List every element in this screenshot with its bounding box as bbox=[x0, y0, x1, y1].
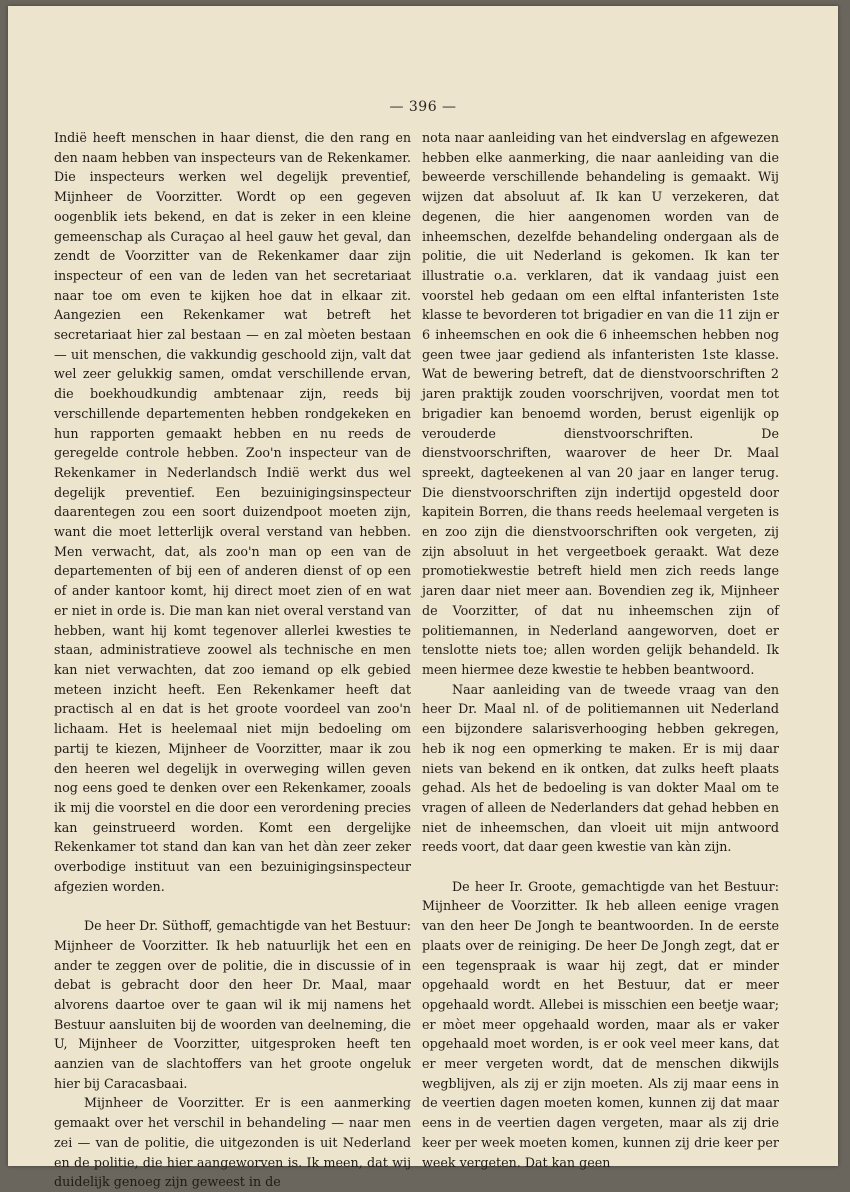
paragraph: Mijnheer de Voorzitter. Er is een aanmerking gemaakt over het verschil in behandeling — naar men zei — van de politie, die uitgezonden is uit Nederland en de politie, die hier aangeworven is. Ik meen, dat wij duidelijk genoeg zijn geweest in de bbox=[54, 1095, 411, 1190]
paragraph: nota naar aanleiding van het eindverslag en afgewezen hebben elke aanmerking, die naar aanleiding van die beweerde verschillende behandeling is gemaakt. Wij wijzen dat absoluut af. Ik kan U verzekeren, dat degenen, die hier aangenomen worden van de inheemschen, dezelfde behandeling ondergaan als de politie, die uit Nederland is gekomen. Ik kan ter illustratie o.a. verklaren, dat ik vandaag juist een voorstel heb gedaan om een elftal infanteristen 1ste klasse te bevorderen tot brigadier en van die 11 zijn er 6 inheemschen en ook die 6 inheemschen hebben nog geen twee jaar gediend als infanteristen 1ste klasse. Wat de bewering betreft, dat de dienstvoorschriften 2 jaren praktijk zouden voorschrijven, voordat men tot brigadier kan benoemd worden, berust eigenlijk op verouderde dienstvoorschriften. De dienstvoorschriften, waarover de heer Dr. Maal spreekt, dagteekenen al van 20 jaar en langer terug. Die dienstvoorschriften zijn indertijd opgesteld door kapitein Borren, die thans reeds heelemaal vergeten is en zoo zijn die dienstvoorschriften ook vergeten, zij zijn absoluut in het vergeetboek geraakt. Wat deze promotiekwestie betreft hield men zich reeds lange jaren daar niet meer aan. Bovendien zeg ik, Mijnheer de Voorzitter, of dat nu inheemschen zijn of politiemannen, in Nederland aangeworven, doet er tenslotte niets toe; allen worden gelijk behandeld. Ik meen hiermee deze kwestie te hebben beantwoord. bbox=[422, 130, 779, 677]
page-number: — 396 — bbox=[389, 99, 457, 115]
document-page bbox=[8, 6, 838, 1190]
right-column bbox=[422, 128, 779, 1172]
paragraph: Indië heeft menschen in haar dienst, die den rang en den naam hebben van inspecteurs van de Rekenkamer. Die inspecteurs werken wel degelijk preventief, Mijnheer de Voorzitter. Wordt op een gegeven oogenblik iets bekend, en dat is zeker in een kleine gemeenschap als Curaçao al heel gauw het geval, dan zendt de Voorzitter van de Rekenkamer daar zijn inspecteur of een van de leden van het secretariaat naar toe om even te kijken hoe dat in elkaar zit. Aangezien een Rekenkamer wat betreft het secretariaat hier zal bestaan — en zal mòeten bestaan — uit menschen, die vakkundig geschoold zijn, valt dat wel zeer gelukkig samen, omdat verschillende ervan, die boekhoudkundig ambtenaar zijn, reeds bij verschillende departementen hebben rondgekeken en hun rapporten gemaakt hebben en nu reeds de geregelde controle hebben. Zoo'n inspecteur van de Rekenkamer in Nederlandsch Indië werkt dus wel degelijk preventief. Een bezuinigingsinspecteur daarentegen zou een soort duizendpoot moeten zijn, want die moet letterlijk overal verstand van hebben. Men verwacht, dat, als zoo'n man op een van de departementen of bij een of anderen dienst of op een of ander kantoor komt, hij direct moet zien of en wat er niet in orde is. Die man kan niet overal verstand van hebben, want hij komt tegenover allerlei kwesties te staan, administratieve zoowel als technische en men kan niet verwachten, dat zoo iemand op elk gebied meteen inzicht heeft. Een Rekenkamer heeft dat practisch al en dat is het groote voordeel van zoo'n lichaam. Het is heelemaal niet mijn bedoeling om partij te kiezen, Mijnheer de Voorzitter, maar ik zou den heeren wel degelijk in overweging willen geven nog eens goed te denken over een Rekenkamer, zooals ik mij die voorstel en die door een verordening precies kan geinstrueerd worden. Komt een dergelijke Rekenkamer tot stand dan kan van het dàn zeer zeker overbodige instituut van een bezuinigingsinspecteur afgezien worden. bbox=[54, 130, 411, 894]
paragraph: De heer Dr. Süthoff, gemachtigde van het Bestuur: Mijnheer de Voorzitter. Ik heb natuurlijk het een en ander te zeggen over de politie, die in discussie of in debat is gebracht door den heer Dr. Maal, maar alvorens daartoe over te gaan wil ik mij namens het Bestuur aansluiten bij de woorden van deelneming, die U, Mijnheer de Voorzitter, uitgesproken heeft ten aanzien van de slachtoffers van het groote ongeluk hier bij Caracasbaai. bbox=[54, 918, 411, 1091]
paragraph: Naar aanleiding van de tweede vraag van den heer Dr. Maal nl. of de politiemannen uit Nederland een bijzondere salarisverhooging hebben gekregen, heb ik nog een opmerking te maken. Er is mij daar niets van bekend en ik ontken, dat zulks heeft plaats gehad. Als het de bedoeling is van dokter Maal om te vragen of alleen de Nederlanders dat gehad hebben en niet de inheemschen, dan vloeit uit mijn antwoord reeds voort, dat daar geen kwestie van kàn zijn. bbox=[422, 681, 779, 855]
left-column bbox=[54, 128, 411, 1192]
paragraph: De heer Ir. Groote, gemachtigde van het Bestuur: Mijnheer de Voorzitter. Ik heb alleen eenige vragen van den heer De Jongh te beantwoorden. In de eerste plaats over de reiniging. De heer De Jongh zegt, dat er een tegenspraak is waar hij zegt, dat er minder opgehaald wordt en het Bestuur, dat er meer opgehaald wordt. Allebei is misschien een beetje waar; er mòet meer opgehaald worden, maar als er vaker opgehaald moet worden, is er ook veel meer kans, dat er meer vergeten wordt, dat de menschen dikwijls wegblijven, als zij er zijn moeten. Als zij maar eens in de veertien dagen moeten komen, kunnen zij dat maar eens in de veertien dagen vergeten, maar als zij drie keer per week moeten komen, kunnen zij drie keer per week vergeten. Dat kan geen bbox=[422, 878, 779, 1170]
